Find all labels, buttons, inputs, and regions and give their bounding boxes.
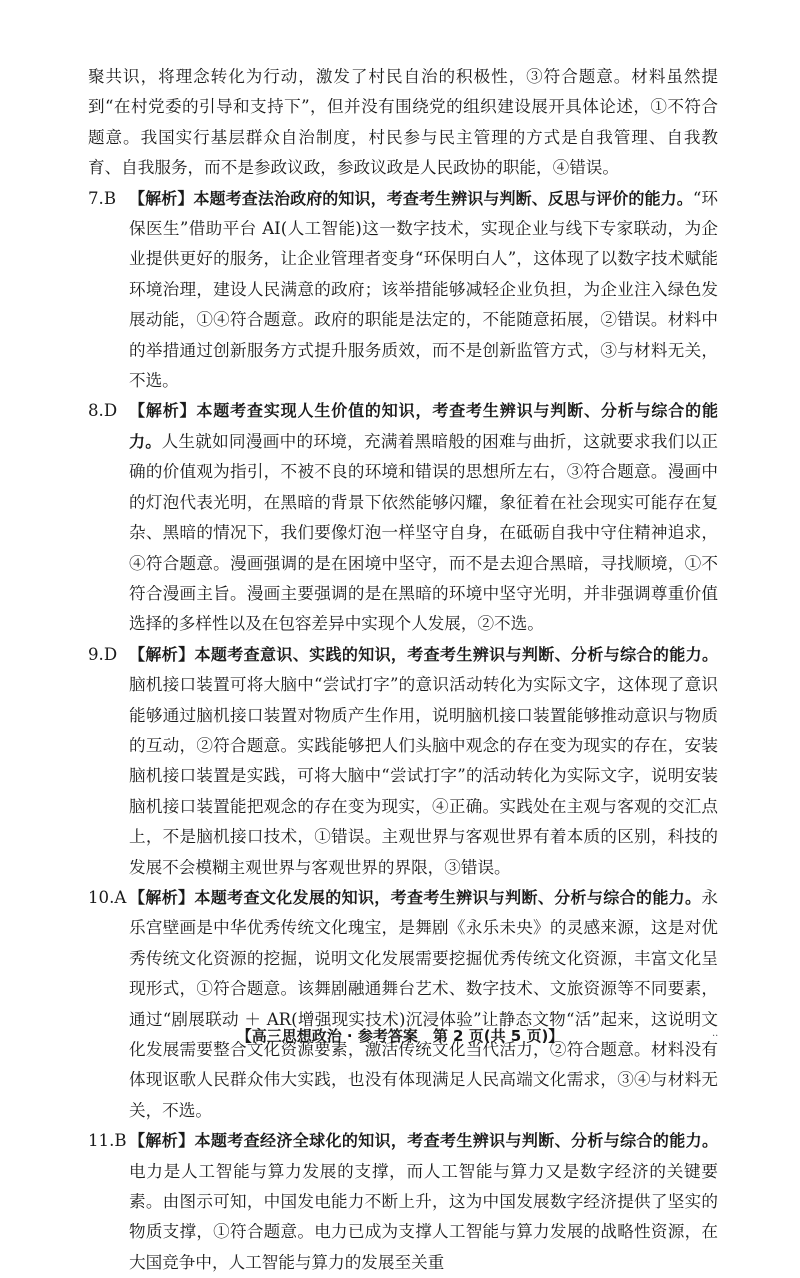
answer-item-11 [88, 1126, 718, 1278]
item-body: “环保医生”借助平台 AI(人工智能)这一数字技术，实现企业与线下专家联动，为企业提供更好的服务，让企业管理者变身“环保明白人”，这体现了以数字技术赋能环境治理，建设人民满意的政府；该举措能够减轻企业负担，为企业注入绿色发展动能，①④符合题意。政府的职能是法定的，不能随意拓展，②错误。材料中的举措通过创新服务方式提升服务质效，而不是创新监管方式，③与材料无关，不选。 [129, 188, 718, 391]
item-heading: 【解析】本题考查意识、实践的知识，考查考生辨识与判断、分析与综合的能力。 [129, 644, 718, 664]
answer-item-10 [88, 883, 718, 1126]
answer-content [88, 62, 718, 1278]
item-number: 7.B [88, 188, 117, 208]
item-number: 11.B [88, 1131, 127, 1151]
item-body: 电力是人工智能与算力发展的支撑，而人工智能与算力又是数字经济的关键要素。由图示可知，中国发电能力不断上升，这为中国发展数字经济提供了坚实的物质支撑，①符合题意。电力已成为支撑人工智能与算力发展的战略性资源，在大国竞争中，人工智能与算力的发展至关重 [129, 1161, 718, 1272]
answer-item-7 [88, 184, 718, 397]
item-heading: 【解析】本题考查实现人生价值的知识，考查考生辨识与判断、分析与综合的能力。 [129, 401, 718, 451]
item-body: 永乐宫壁画是中华优秀传统文化瑰宝，是舞剧《永乐未央》的灵感来源，这是对优秀传统文化资源的挖掘，说明文化发展需要挖掘优秀传统文化资源，丰富文化呈现形式，①符合题意。该舞剧融通舞台艺术、数字技术、文旅资源等不同要素，通过“剧展联动 ＋ AR(增强现实技术)沉浸体验”让静态文物“活”起来，这说明文化发展需要整合文化资源要素，激活传统文化当代活力，②符合题意。材料没有体现讴歌人民群众伟大实践，也没有体现满足人民高端文化需求，③④与材料无关，不选。 [129, 887, 718, 1120]
item-number: 10.A [88, 887, 127, 907]
item-body: 脑机接口装置可将大脑中“尝试打字”的意识活动转化为实际文字，这体现了意识能够通过脑机接口装置对物质产生作用，说明脑机接口装置能够推动意识与物质的互动，②符合题意。实践能够把人们头脑中观念的存在变为现实的存在，安装脑机接口装置是实践，可将大脑中“尝试打字”的活动转化为实际文字，说明安装脑机接口装置能把观念的存在变为现实，④正确。实践处在主观与客观的交汇点上，不是脑机接口技术，①错误。主观世界与客观世界有着本质的区别，科技的发展不会模糊主观世界与客观世界的界限，③错误。 [129, 675, 718, 877]
item-heading: 【解析】本题考查法治政府的知识，考查考生辨识与判断、反思与评价的能力。 [129, 188, 693, 208]
answer-item-9 [88, 640, 718, 883]
corner-mark: ·· [712, 1031, 719, 1042]
item-heading: 【解析】本题考查经济全球化的知识，考查考生辨识与判断、分析与综合的能力。 [129, 1131, 718, 1151]
answer-item-8 [88, 396, 718, 639]
intro-paragraph: 聚共识，将理念转化为行动，激发了村民自治的积极性，③符合题意。材料虽然提到“在村党委的引导和支持下”，但并没有围绕党的组织建设展开具体论述，①不符合题意。我国实行基层群众自治制度，村民参与民主管理的方式是自我管理、自我教育、自我服务，而不是参政议政，参政议政是人民政协的职能，④错误。 [88, 67, 718, 178]
item-body: 人生就如同漫画中的环境，充满着黑暗般的困难与曲折，这就要求我们以正确的价值观为指引，不被不良的环境和错误的思想所左右，③符合题意。漫画中的灯泡代表光明，在黑暗的背景下依然能够闪耀，象征着在社会现实可能存在复杂、黑暗的情况下，我们要像灯泡一样坚守自身，在砥砺自我中守住精神追求，④符合题意。漫画强调的是在困境中坚守，而不是去迎合黑暗，寻找顺境，①不符合漫画主旨。漫画主要强调的是在黑暗的环境中坚守光明，并非强调尊重价值选择的多样性以及在包容差异中实现个人发展，②不选。 [129, 431, 718, 634]
item-number: 9.D [88, 644, 118, 664]
item-heading: 【解析】本题考查文化发展的知识，考查考生辨识与判断、分析与综合的能力。 [129, 887, 702, 907]
page-footer: 【高三思想政治 · 参考答案 第 2 页(共 5 页)】 [236, 1027, 564, 1045]
item-number: 8.D [88, 401, 118, 421]
